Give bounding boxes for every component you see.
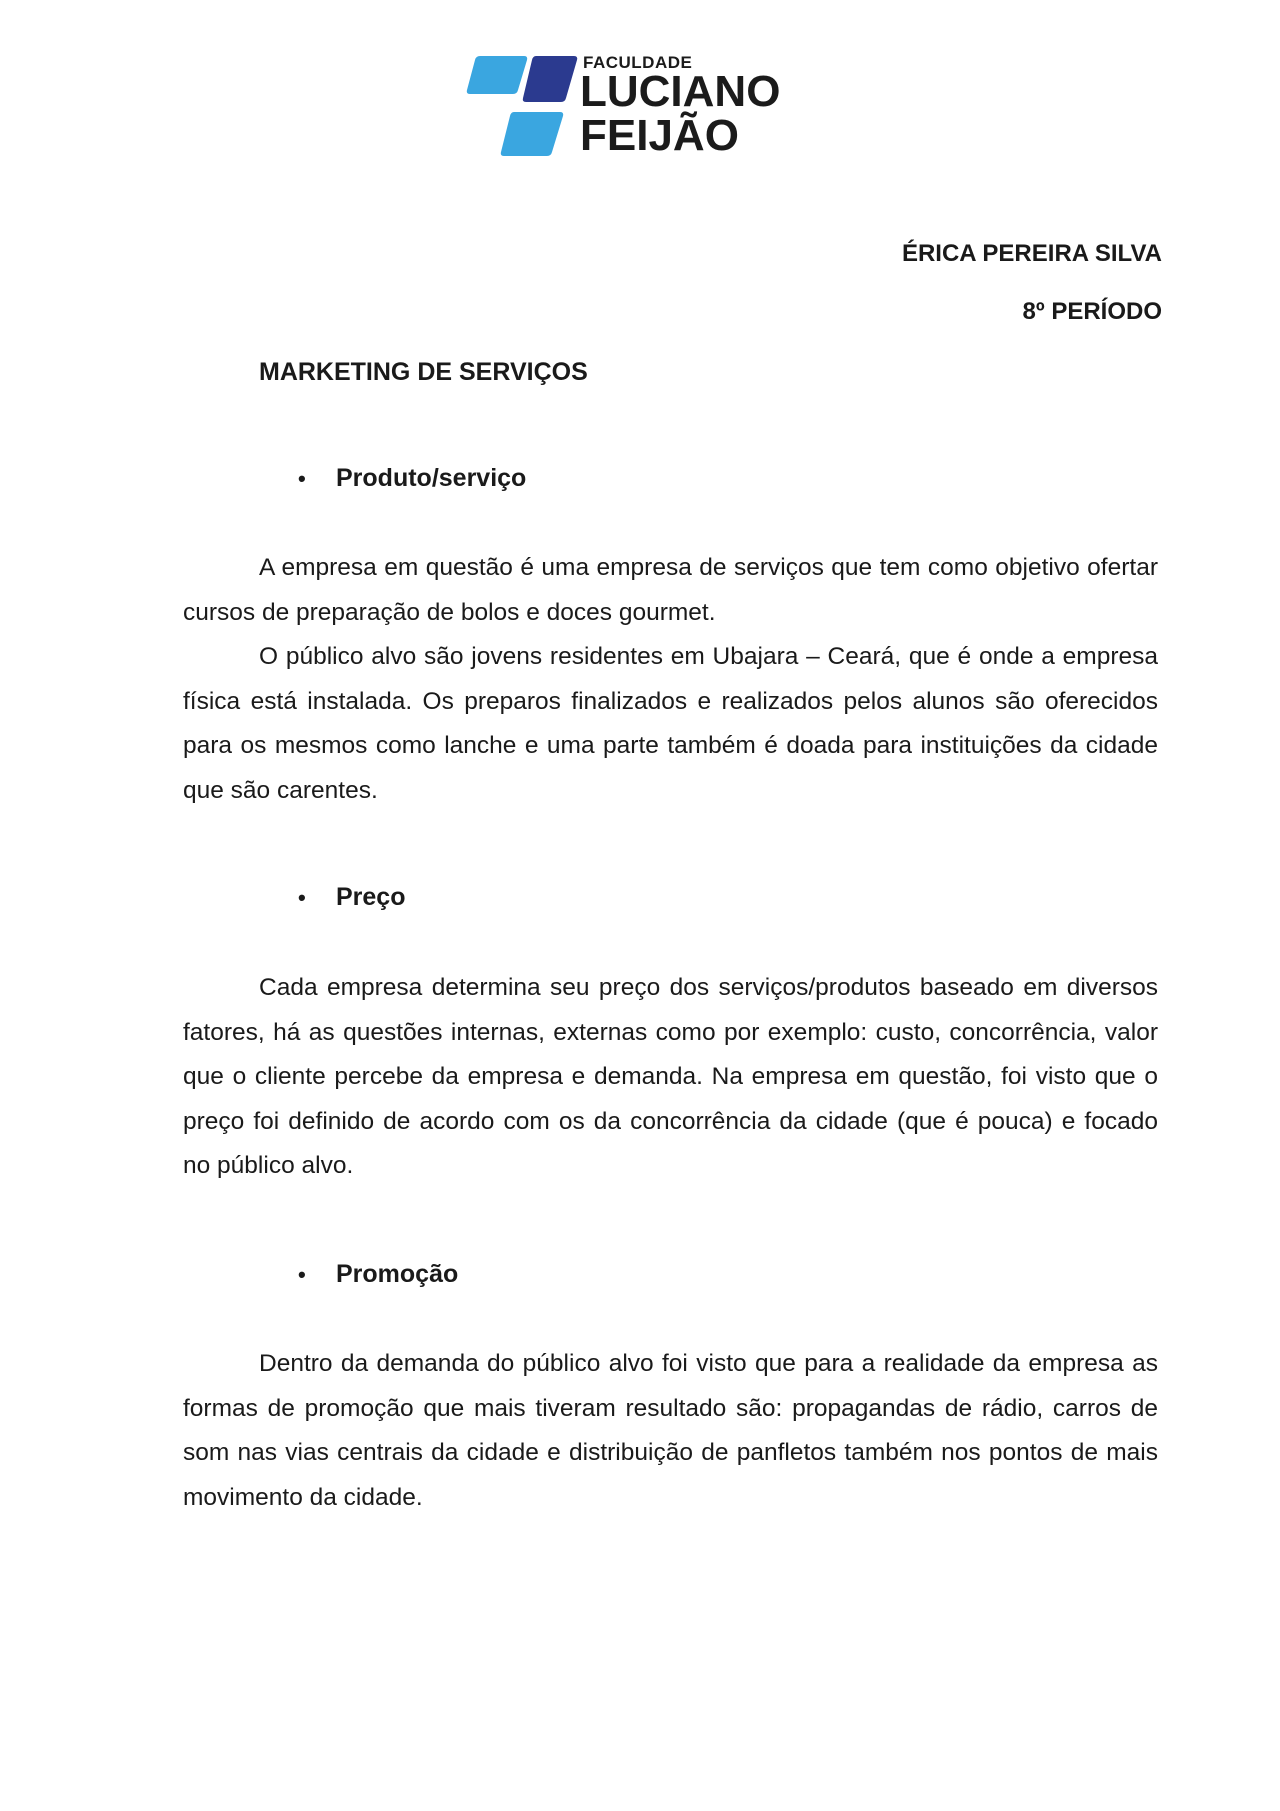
- section-body-produto: [183, 546, 1158, 813]
- paragraph: Cada empresa determina seu preço dos serviços/produtos baseado em diversos fatores, há as questões internas, externas como por exemplo: custo, concorrência, valor que o cliente percebe da empresa e demanda. Na empresa em questão, foi visto que o preço foi definido de acordo com os da concorrência da cidade (que é pouca) e focado no público alvo.: [183, 974, 1158, 1179]
- section-heading-text: Promoção: [336, 1260, 459, 1288]
- section-heading-text: Preço: [336, 883, 406, 911]
- bullet-icon: •: [298, 1262, 306, 1287]
- paragraph: A empresa em questão é uma empresa de serviços que tem como objetivo ofertar cursos de preparação de bolos e doces gourmet.: [183, 554, 1158, 626]
- section-heading-produto: [298, 464, 526, 493]
- logo-line-2: FEIJÃO: [580, 111, 739, 160]
- section-heading-text: Produto/serviço: [336, 464, 527, 492]
- period-label: 8º PERÍODO: [1022, 298, 1162, 325]
- logo-mark-icon: [466, 50, 578, 162]
- faculdade-logo: [466, 50, 826, 162]
- bullet-icon: •: [298, 885, 306, 910]
- section-heading-preco: [298, 883, 405, 912]
- bullet-icon: •: [298, 466, 306, 491]
- section-heading-promocao: [298, 1260, 458, 1289]
- section-body-preco: [183, 966, 1158, 1189]
- author-name: ÉRICA PEREIRA SILVA: [901, 240, 1162, 267]
- document-title: MARKETING DE SERVIÇOS: [259, 358, 588, 386]
- paragraph: O público alvo são jovens residentes em Ubajara – Ceará, que é onde a empresa física está instalada. Os preparos finalizados e realizados pelos alunos são oferecidos para os mesmos como lanche e uma parte também é doada para instituições da cidade que são carentes.: [183, 643, 1158, 804]
- paragraph: Dentro da demanda do público alvo foi visto que para a realidade da empresa as formas de promoção que mais tiveram resultado são: propagandas de rádio, carros de som nas vias centrais da cidade e distribuição de panfletos também nos pontos de mais movimento da cidade.: [183, 1350, 1158, 1511]
- section-body-promocao: [183, 1342, 1158, 1520]
- logo-small-text: FACULDADE: [583, 53, 693, 72]
- logo-line-1: LUCIANO: [580, 67, 781, 116]
